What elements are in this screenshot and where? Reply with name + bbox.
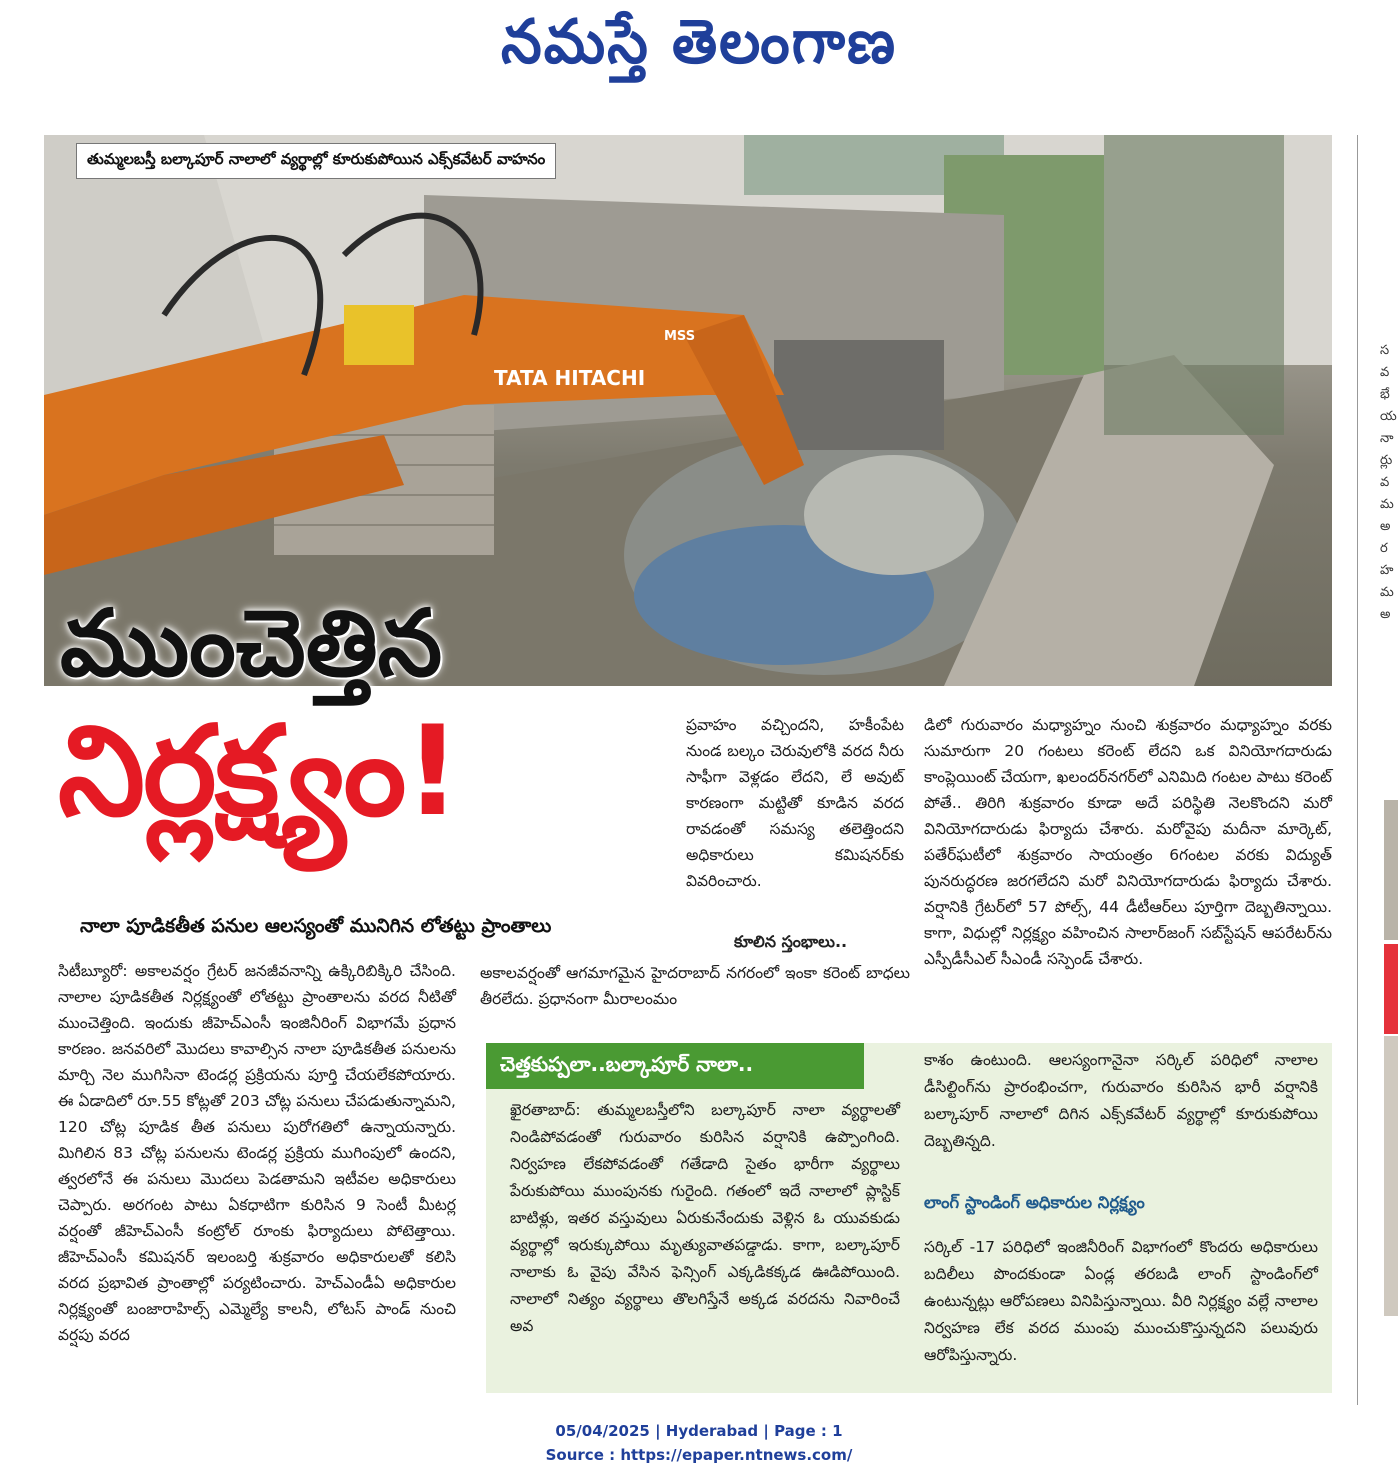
excavator-mark-text: MSS (664, 329, 696, 344)
box-subheading: లాంగ్ స్టాండింగ్ అధికారుల నిర్లక్ష్యం (924, 1193, 1145, 1212)
strip-char: మ (1380, 585, 1394, 600)
strip-char: వ (1380, 365, 1390, 380)
headline-line1: ముంచెత్తిన (60, 590, 443, 697)
subheadline: నాలా పూడికతీత పనుల ఆలస్యంతో మునిగిన లోతట్టు ప్రాంతాలు (80, 915, 552, 937)
column2-top-text: ప్రవాహం వచ్చిందని, హకీంపేట నుండ బల్కం చెరువులోకి వరద నీరు సాఫీగా వెళ్లడం లేదని, లే అవుట్ కారణంగా మట్టితో కూడిన వరద రావడంతో సమస్య తలెత్తిందని అధికారులు కమిషనర్‌కు వివరించారు. (686, 716, 904, 890)
adjacent-page-strip (1380, 340, 1398, 626)
strip-char: మ (1380, 497, 1394, 512)
strip-char: ర్లు (1380, 453, 1393, 468)
headline-line2: నిర్లక్ష్యం! (58, 700, 459, 844)
article-column-2-bottom (480, 960, 910, 1012)
box-column2-text: కాశం ఉంటుంది. ఆలస్యంగానైనా సర్కిల్ పరిధిలో నాలాల డీసిల్టింగ్‌ను ప్రారంభించగా, గురువారం కురిసిన భారీ వర్షానికి బల్కాపూర్ నాలాలో దిగిన ఎక్స్‌కవేటర్ వ్యర్థాల్లో కూరుకుపోయి దెబ్బతిన్నది. (924, 1051, 1318, 1150)
photo-caption: తుమ్మలబస్తీ బల్కాపూర్ నాలాలో వ్యర్థాల్లో కూరుకుపోయిన ఎక్స్‌కవేటర్ వాహనం (76, 143, 556, 179)
sidebar-box-title: చెత్తకుప్పలా..బల్కాపూర్ నాలా.. (486, 1043, 864, 1089)
section-heading-kulina: కూలిన స్తంభాలు.. (734, 932, 848, 951)
article-column-2-top (686, 712, 904, 894)
masthead: నమస్తే తెలంగాణ (501, 5, 897, 78)
box-column-3 (924, 1234, 1318, 1369)
box-column3-text: సర్కిల్ -17 పరిధిలో ఇంజినీరింగ్ విభాగంలో కొందరు అధికారులు బదిలీలు పొందకుండా ఏండ్ల తరబడి లాంగ్ స్టాండింగ్‌లో ఉంటున్నట్లు ఆరోపణలు వినిపిస్తున్నాయి. వీరి నిర్లక్ష్యం వల్లే నాలాల నిర్వహణ లేక వరద ముంపు ముంచుకొస్తున్నదని పలువురు ఆరోపిస్తున్నారు. (924, 1238, 1318, 1364)
strip-char: వ (1380, 475, 1390, 490)
strip-char: అ (1380, 519, 1391, 534)
strip-char: స (1380, 343, 1390, 358)
column2-bottom-text: అకాలవర్షంతో ఆగమాగమైన హైదరాబాద్ నగరంలో ఇంకా కరెంట్ బాధలు తీరలేదు. ప్రధానంగా మీరాలంమం (480, 964, 910, 1008)
strip-char: నా (1380, 431, 1394, 446)
strip-char: య (1380, 409, 1397, 424)
article-column-3 (924, 712, 1332, 972)
strip-char: హ (1380, 563, 1394, 578)
adjacent-photo (1384, 1036, 1398, 1316)
column1-text: సిటీబ్యూరో: అకాలవర్షం గ్రేటర్ జనజీవనాన్ని ఉక్కిరిబిక్కిరి చేసింది. నాలాల పూడికతీత నిర్లక్ష్యంతో లోతట్టు ప్రాంతాలను వరద నీటితో ముంచెత్తింది. ఇందుకు జీహెచ్ఎంసీ ఇంజినీరింగ్ విభాగమే ప్రధాన కారణం. జనవరిలో మొదలు కావాల్సిన నాలా పూడికతీత పనులను మార్చి నెల ముగిసినా టెండర్ల ప్రక్రియను పూర్తి చేయలేకపోయారు. ఈ ఏడాదిలో రూ.55 కోట్లతో 203 చోట్ల పనులు చేపడుతున్నామని, 120 చోట్ల పూడిక తీత పనులు పురోగతిలో ఉన్నాయన్నారు. మిగిలిన 83 చోట్ల పనులను టెండర్ల ప్రక్రియ ముగింపులో ఉందని, త్వరలోనే ఈ పనులు మొదలు పెడతామని ఇటీవల అధికారులు చెప్పారు. అరగంట పాటు ఏకధాటిగా కురిసిన 9 సెంటీ మీటర్ల వర్షంతో జీహెచ్ఎంసీ కంట్రోల్ రూంకు ఫిర్యాదులు పోటెత్తాయి. జీహెచ్ఎంసీ కమిషనర్ ఇలంబర్తి శుక్రవారం అధికారులతో కలిసి వరద ప్రభావిత ప్రాంతాల్లో పర్యటించారు. హెచ్ఎండీఏ అధికారుల నిర్లక్ష్యంతో బంజారాహిల్స్ ఎమ్మెల్యే కాలనీ, లోటస్ పాండ్ నుంచి వర్షపు వరద (58, 962, 456, 1344)
box-column1-text: ఖైరతాబాద్: తుమ్మలబస్తీలోని బల్కాపూర్ నాలా వ్యర్థాలతో నిండిపోవడంతో గురువారం కురిసిన వర్షానికి ఉప్పొంగింది. నిర్వహణ లేకపోవడంతో గతేడాది సైతం భారీగా వ్యర్థాలు పేరుకుపోయి ముంపునకు గురైంది. గతంలో ఇదే నాలాలో ప్లాస్టిక్ బాటిళ్లు, ఇతర వస్తువులు ఏరుకునేందుకు వెళ్లిన ఓ యువకుడు వ్యర్థాల్లో ఇరుక్కుపోయి మృత్యువాతపడ్డాడు. కాగా, బల్కాపూర్ నాలాకు ఓ వైపు వేసిన ఫెన్సింగ్ ఎక్కడికక్కడ ఊడిపోయింది. నాలాలో నిత్యం వ్యర్థాలు తొలగిస్తేనే అక్కడ వరదను నివారించే అవ (510, 1101, 900, 1335)
box-column-1 (510, 1097, 900, 1340)
footer-source-link[interactable]: Source : https://epaper.ntnews.com/ (545, 1446, 853, 1464)
adjacent-red-block (1384, 944, 1398, 1034)
strip-char: భే (1380, 387, 1390, 402)
footer-date-edition: 05/04/2025 | Hyderabad | Page : 1 (555, 1422, 843, 1440)
column-divider (1357, 135, 1358, 1405)
strip-char: ర (1380, 541, 1388, 556)
adjacent-photo (1384, 800, 1398, 940)
strip-char: అ (1380, 607, 1391, 622)
excavator-brand-text: TATA HITACHI (494, 366, 646, 390)
column3-text: డిలో గురువారం మధ్యాహ్నం నుంచి శుక్రవారం మధ్యాహ్నం వరకు సుమారుగా 20 గంటలు కరెంట్ లేదని ఒక వినియోగదారుడు కాంప్లెయింట్ చేయగా, ఖలందర్‌నగర్‌లో ఎనిమిది గంటల పాటు కరెంట్ పోతే.. తిరిగి శుక్రవారం కూడా అదే పరిస్థితి నెలకొందని మరో వినియోగదారుడు ఫిర్యాదు చేశారు. మరోవైపు మదీనా మార్కెట్, పతేర్‌ఘటీలో శుక్రవారం సాయంత్రం 6గంటల వరకు విద్యుత్ పునరుద్ధరణ జరగలేదని మరో వినియోగదారుడు ఫిర్యాదు చేశారు. వర్షానికి గ్రేటర్‌లో 57 పోల్స్, 44 డీటీఆర్‌లు పూర్తిగా దెబ్బతిన్నాయి. కాగా, విధుల్లో నిర్లక్ష్యం వహించిన సాలార్‌జంగ్ సబ్‌స్టేషన్ ఆపరేటర్‌ను ఎస్పీడీసీఎల్ సీఎండీ సస్పెండ్ చేశారు. (924, 716, 1332, 968)
box-column-2 (924, 1047, 1318, 1155)
article-column-1 (58, 958, 456, 1348)
